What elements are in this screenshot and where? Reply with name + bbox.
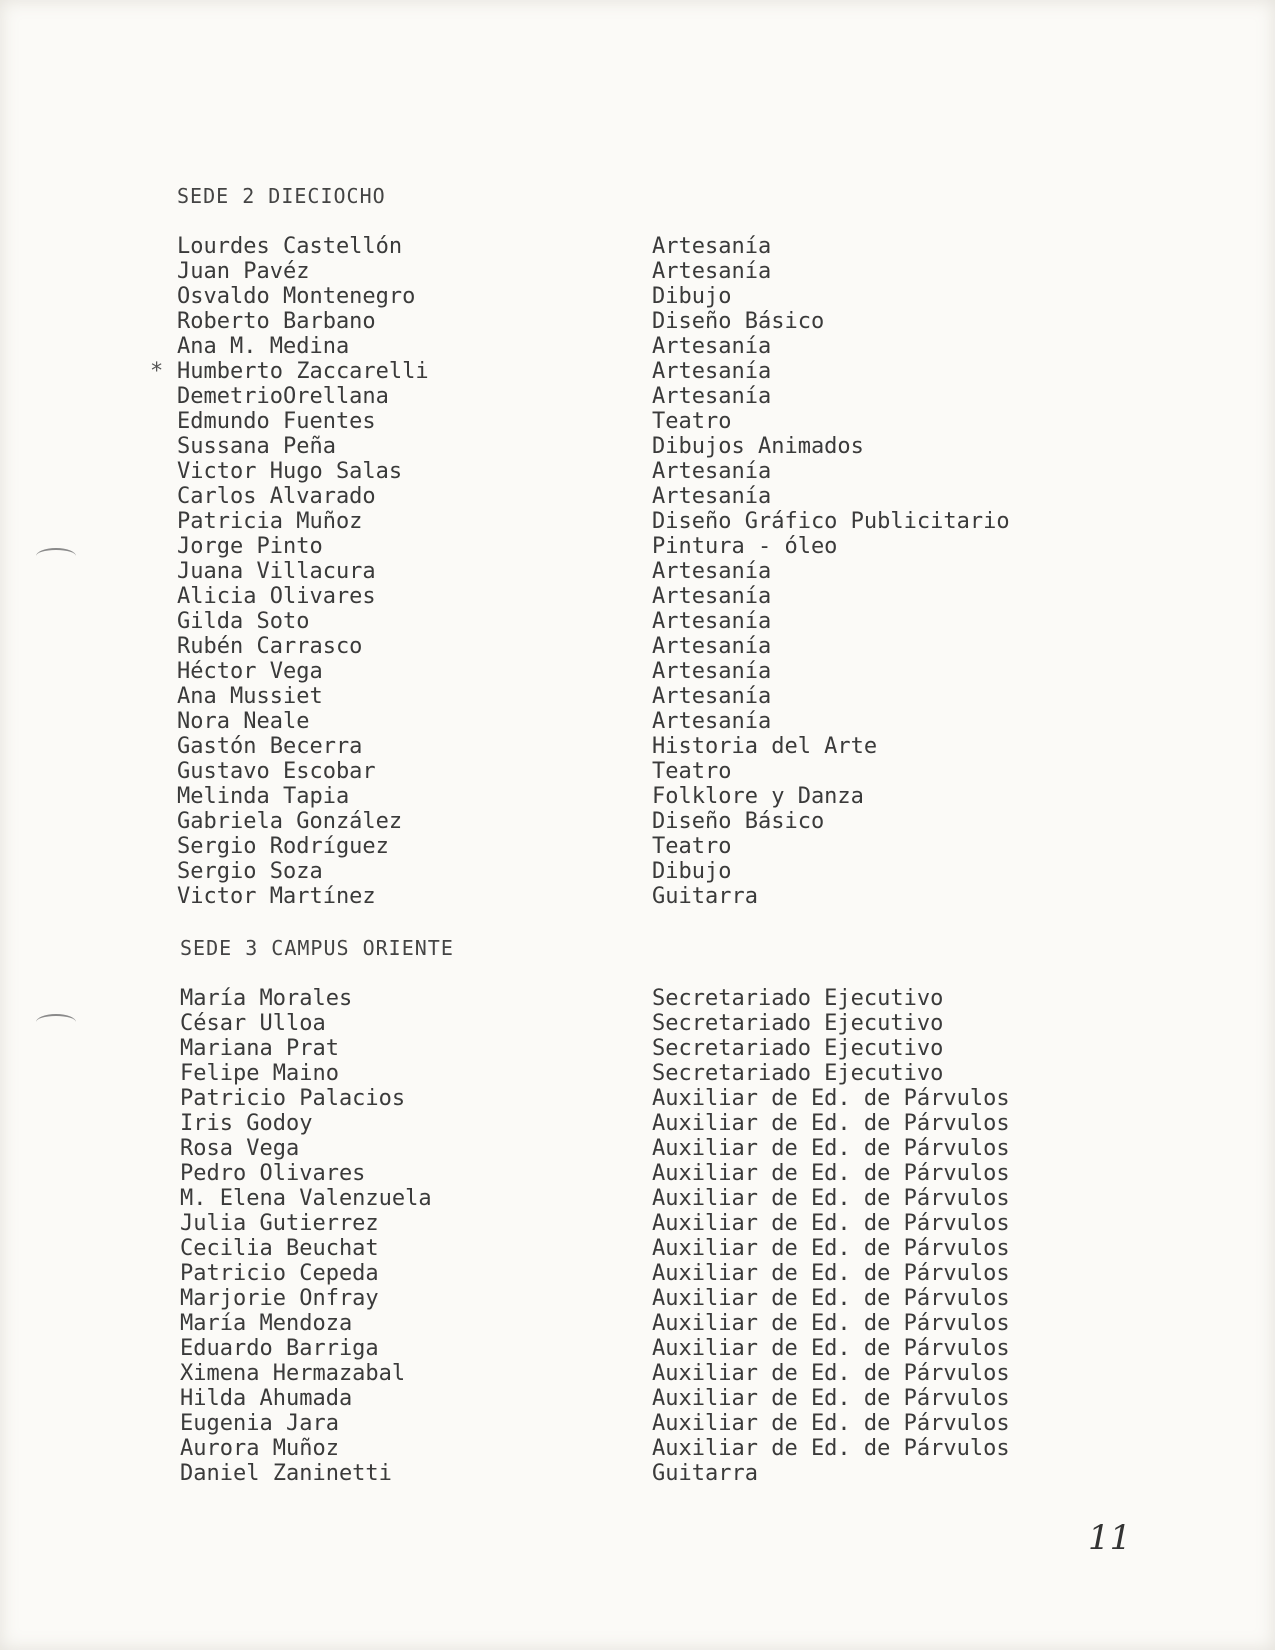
course-subject: Auxiliar de Ed. de Párvulos — [652, 1261, 1010, 1286]
roster-row — [0, 1336, 1275, 1361]
course-subject: Auxiliar de Ed. de Párvulos — [652, 1361, 1010, 1386]
course-subject: Teatro — [652, 409, 732, 434]
course-subject: Auxiliar de Ed. de Párvulos — [652, 1386, 1010, 1411]
roster-row — [0, 1061, 1275, 1086]
page-number: 11 — [1088, 1518, 1132, 1558]
instructor-name: Edmundo Fuentes — [177, 409, 376, 434]
instructor-name: Iris Godoy — [180, 1111, 313, 1136]
instructor-name: Marjorie Onfray — [180, 1286, 379, 1311]
roster-row — [0, 584, 1275, 609]
course-subject: Artesanía — [652, 684, 772, 709]
roster-row — [0, 1011, 1275, 1036]
course-subject: Auxiliar de Ed. de Párvulos — [652, 1411, 1010, 1436]
course-subject: Artesanía — [652, 234, 772, 259]
roster-row — [0, 634, 1275, 659]
roster-row — [0, 1111, 1275, 1136]
instructor-name: Ana M. Medina — [177, 334, 350, 359]
roster-row — [0, 1386, 1275, 1411]
course-subject: Guitarra — [652, 884, 758, 909]
roster-row — [0, 309, 1275, 334]
roster-row — [0, 1461, 1275, 1486]
roster-row — [0, 534, 1275, 559]
roster-sede-2 — [0, 234, 1275, 909]
instructor-name: Cecilia Beuchat — [180, 1236, 379, 1261]
course-subject: Diseño Básico — [652, 809, 825, 834]
instructor-name: Lourdes Castellón — [177, 234, 403, 259]
course-subject: Auxiliar de Ed. de Párvulos — [652, 1436, 1010, 1461]
instructor-name: Gastón Becerra — [177, 734, 363, 759]
roster-row — [0, 1436, 1275, 1461]
instructor-name: Jorge Pinto — [177, 534, 323, 559]
instructor-name: Gustavo Escobar — [177, 759, 376, 784]
roster-sede-3 — [0, 986, 1275, 1486]
instructor-name: DemetrioOrellana — [177, 384, 389, 409]
course-subject: Artesanía — [652, 459, 772, 484]
instructor-name: Sussana Peña — [177, 434, 336, 459]
roster-row — [0, 334, 1275, 359]
course-subject: Artesanía — [652, 659, 772, 684]
section-title-sede-2: SEDE 2 DIECIOCHO — [177, 184, 386, 208]
roster-row — [0, 809, 1275, 834]
roster-row — [0, 1311, 1275, 1336]
instructor-name: Gilda Soto — [177, 609, 310, 634]
instructor-name: Patricia Muñoz — [177, 509, 363, 534]
roster-row — [0, 484, 1275, 509]
instructor-name: María Morales — [180, 986, 353, 1011]
instructor-name: Daniel Zaninetti — [180, 1461, 392, 1486]
roster-row — [0, 986, 1275, 1011]
instructor-name: Juana Villacura — [177, 559, 376, 584]
course-subject: Artesanía — [652, 484, 772, 509]
instructor-name: Carlos Alvarado — [177, 484, 376, 509]
course-subject: Artesanía — [652, 634, 772, 659]
course-subject: Teatro — [652, 834, 732, 859]
instructor-name: Osvaldo Montenegro — [177, 284, 416, 309]
course-subject: Artesanía — [652, 584, 772, 609]
instructor-name: Hilda Ahumada — [180, 1386, 353, 1411]
roster-row — [0, 759, 1275, 784]
instructor-name: Melinda Tapia — [177, 784, 350, 809]
roster-row — [0, 234, 1275, 259]
section-title-sede-3: SEDE 3 CAMPUS ORIENTE — [180, 936, 454, 960]
course-subject: Auxiliar de Ed. de Párvulos — [652, 1336, 1010, 1361]
course-subject: Artesanía — [652, 334, 772, 359]
roster-row — [0, 1161, 1275, 1186]
course-subject: Pintura - óleo — [652, 534, 838, 559]
roster-row — [0, 384, 1275, 409]
instructor-name: Sergio Rodríguez — [177, 834, 389, 859]
roster-row — [0, 1211, 1275, 1236]
course-subject: Auxiliar de Ed. de Párvulos — [652, 1236, 1010, 1261]
course-subject: Artesanía — [652, 259, 772, 284]
roster-row — [0, 734, 1275, 759]
instructor-name: Rosa Vega — [180, 1136, 300, 1161]
roster-row — [0, 609, 1275, 634]
course-subject: Secretariado Ejecutivo — [652, 1061, 944, 1086]
roster-row — [0, 1036, 1275, 1061]
instructor-name: Nora Neale — [177, 709, 310, 734]
instructor-name: Ana Mussiet — [177, 684, 323, 709]
course-subject: Auxiliar de Ed. de Párvulos — [652, 1311, 1010, 1336]
instructor-name: Héctor Vega — [177, 659, 323, 684]
course-subject: Artesanía — [652, 559, 772, 584]
instructor-name: Eugenia Jara — [180, 1411, 339, 1436]
instructor-name: Sergio Soza — [177, 859, 323, 884]
roster-row — [0, 784, 1275, 809]
instructor-name: Victor Martínez — [177, 884, 376, 909]
instructor-name: Gabriela González — [177, 809, 403, 834]
roster-row — [0, 1286, 1275, 1311]
roster-row — [0, 1361, 1275, 1386]
instructor-name: César Ulloa — [180, 1011, 326, 1036]
instructor-name: Patricio Cepeda — [180, 1261, 379, 1286]
roster-row — [0, 1136, 1275, 1161]
instructor-name: Alicia Olivares — [177, 584, 376, 609]
instructor-name: Felipe Maino — [180, 1061, 339, 1086]
course-subject: Secretariado Ejecutivo — [652, 986, 944, 1011]
roster-row — [0, 859, 1275, 884]
course-subject: Folklore y Danza — [652, 784, 864, 809]
roster-row — [0, 559, 1275, 584]
instructor-name: Juan Pavéz — [177, 259, 310, 284]
course-subject: Auxiliar de Ed. de Párvulos — [652, 1136, 1010, 1161]
roster-row — [0, 259, 1275, 284]
instructor-name: Victor Hugo Salas — [177, 459, 403, 484]
course-subject: Artesanía — [652, 709, 772, 734]
instructor-name: Roberto Barbano — [177, 309, 376, 334]
roster-row — [0, 834, 1275, 859]
instructor-name: Rubén Carrasco — [177, 634, 363, 659]
instructor-name: Pedro Olivares — [180, 1161, 366, 1186]
instructor-name: María Mendoza — [180, 1311, 353, 1336]
instructor-name: Eduardo Barriga — [180, 1336, 379, 1361]
instructor-name: Julia Gutierrez — [180, 1211, 379, 1236]
roster-row — [0, 509, 1275, 534]
course-subject: Auxiliar de Ed. de Párvulos — [652, 1086, 1010, 1111]
course-subject: Secretariado Ejecutivo — [652, 1011, 944, 1036]
roster-row — [0, 459, 1275, 484]
roster-row — [0, 1236, 1275, 1261]
roster-row — [0, 1261, 1275, 1286]
instructor-name: Mariana Prat — [180, 1036, 339, 1061]
instructor-name: Humberto Zaccarelli — [177, 359, 429, 384]
roster-row — [0, 284, 1275, 309]
instructor-name: Patricio Palacios — [180, 1086, 406, 1111]
roster-row — [0, 359, 1275, 384]
course-subject: Artesanía — [652, 359, 772, 384]
roster-row — [0, 1186, 1275, 1211]
handwritten-check-mark: * — [150, 359, 164, 384]
course-subject: Auxiliar de Ed. de Párvulos — [652, 1286, 1010, 1311]
roster-row — [0, 709, 1275, 734]
course-subject: Auxiliar de Ed. de Párvulos — [652, 1186, 1010, 1211]
course-subject: Teatro — [652, 759, 732, 784]
course-subject: Artesanía — [652, 609, 772, 634]
course-subject: Artesanía — [652, 384, 772, 409]
roster-row — [0, 409, 1275, 434]
instructor-name: Aurora Muñoz — [180, 1436, 339, 1461]
course-subject: Diseño Gráfico Publicitario — [652, 509, 1010, 534]
course-subject: Auxiliar de Ed. de Párvulos — [652, 1161, 1010, 1186]
course-subject: Dibujo — [652, 859, 732, 884]
course-subject: Historia del Arte — [652, 734, 878, 759]
course-subject: Auxiliar de Ed. de Párvulos — [652, 1211, 1010, 1236]
course-subject: Auxiliar de Ed. de Párvulos — [652, 1111, 1010, 1136]
instructor-name: Ximena Hermazabal — [180, 1361, 406, 1386]
roster-row — [0, 434, 1275, 459]
roster-row — [0, 1411, 1275, 1436]
roster-row — [0, 884, 1275, 909]
roster-row — [0, 684, 1275, 709]
course-subject: Secretariado Ejecutivo — [652, 1036, 944, 1061]
course-subject: Guitarra — [652, 1461, 758, 1486]
instructor-name: M. Elena Valenzuela — [180, 1186, 432, 1211]
course-subject: Diseño Básico — [652, 309, 825, 334]
course-subject: Dibujos Animados — [652, 434, 864, 459]
roster-row — [0, 1086, 1275, 1111]
roster-row — [0, 659, 1275, 684]
course-subject: Dibujo — [652, 284, 732, 309]
